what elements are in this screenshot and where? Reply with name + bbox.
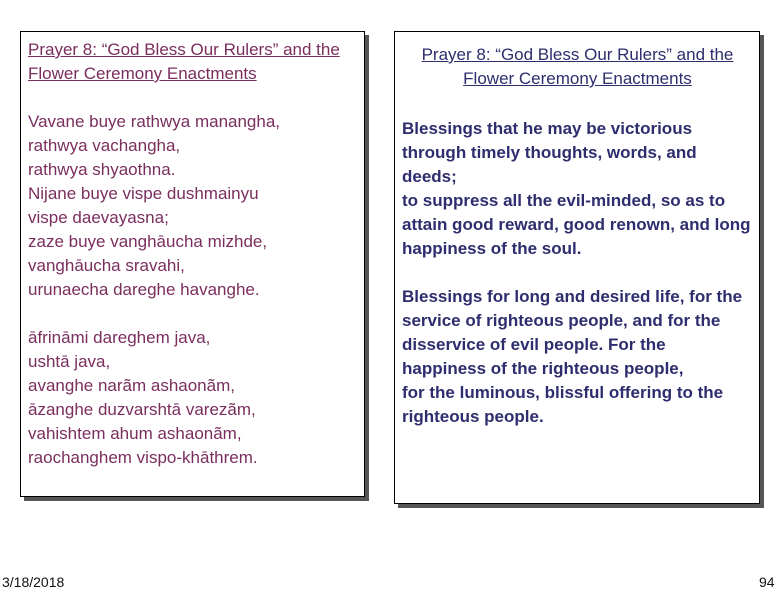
transliteration-panel [20,31,365,497]
right-panel-title: Prayer 8: “God Bless Our Rulers” and the Flower Ceremony Enactments [421,45,734,88]
left-paragraph-2: āfrināmi dareghem java, ushtā java, avanghe narãm ashaonãm, āzanghe duzvarshtā varezãm, vahishtem ahum ashaonãm, raochanghem vispo-khāthrem. [28,328,258,467]
page-number: 94 [759,574,775,590]
right-paragraph-2: Blessings for long and desired life, for the service of righteous people, and for the disservice of evil people. For the happiness of the righteous people, for the luminous, blissful offering to the righteous people. [402,287,743,426]
left-panel-title: Prayer 8: “God Bless Our Rulers” and the Flower Ceremony Enactments [28,40,340,83]
left-paragraph-1: Vavane buye rathwya manangha, rathwya vachangha, rathwya shyaothna. Nijane buye vispe dushmainyu vispe daevayasna; zaze buye vanghāucha mizhde, vanghāucha sravahi, urunaecha dareghe havanghe. [28,112,281,299]
footer-date: 3/18/2018 [2,574,65,590]
right-paragraph-1: Blessings that he may be victorious through timely thoughts, words, and deeds; to suppress all the evil-minded, so as to attain good reward, good renown, and long happiness of the soul. [402,119,751,258]
translation-panel [394,31,760,504]
